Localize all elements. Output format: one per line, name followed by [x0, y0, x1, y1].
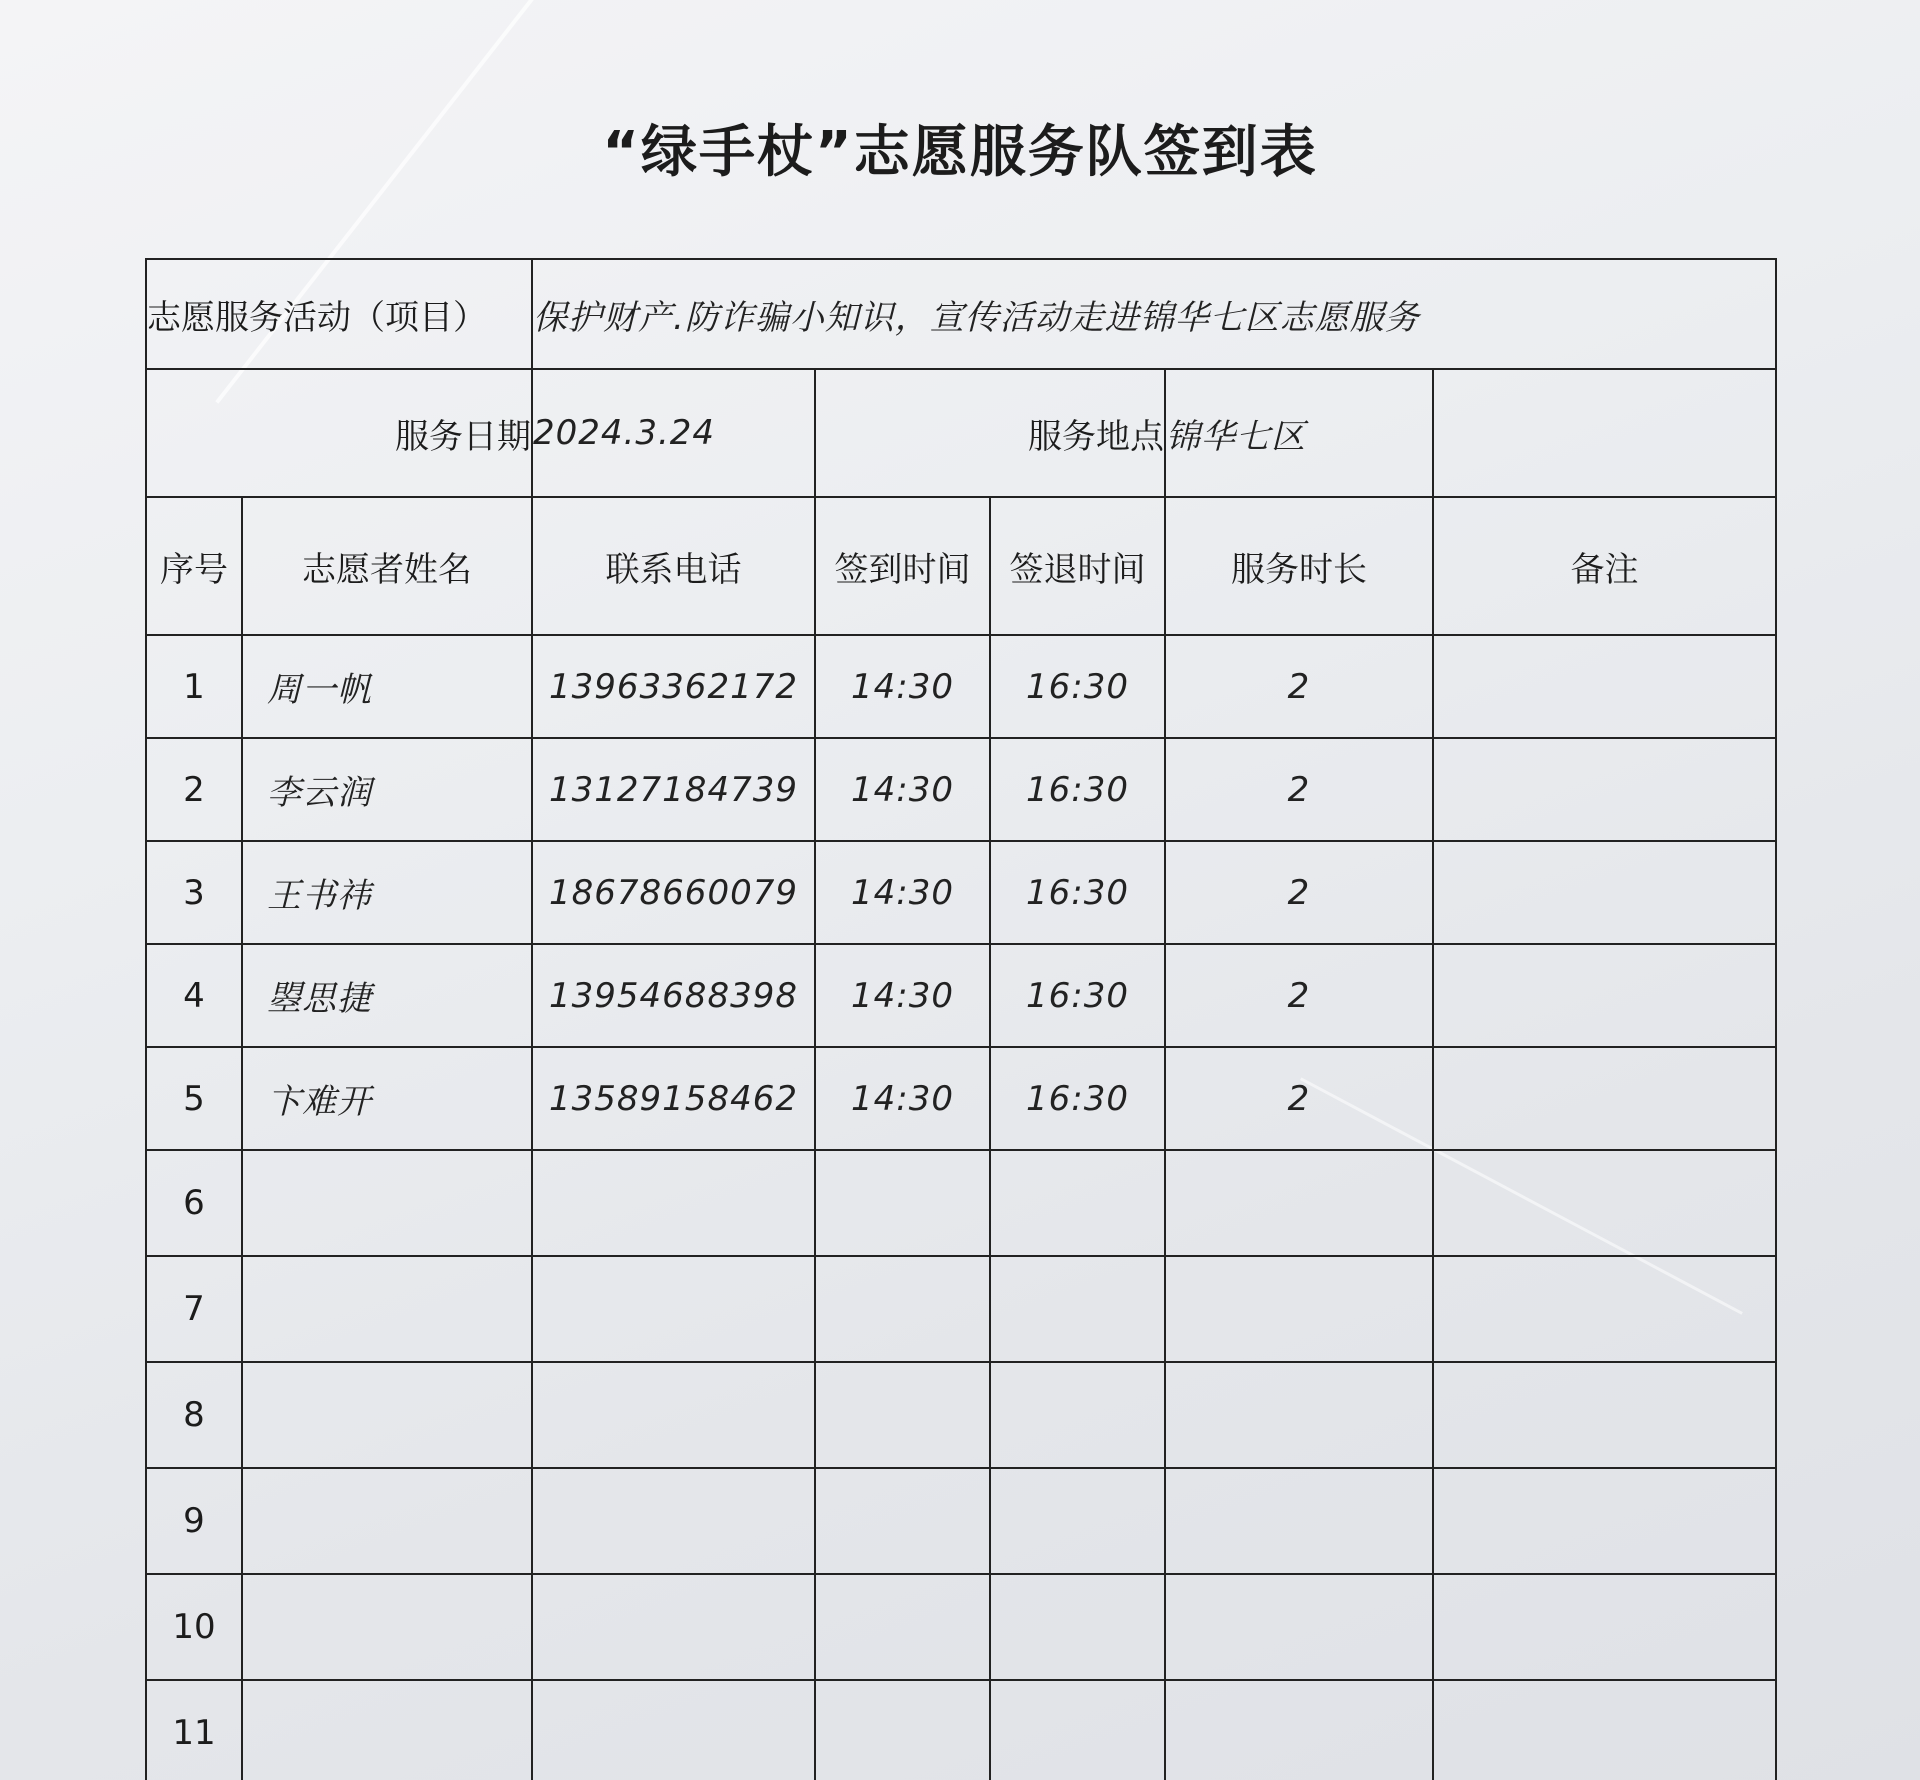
row-seq: 6	[146, 1150, 242, 1256]
note-cell	[1433, 1256, 1776, 1362]
service-hours: 2	[1165, 944, 1433, 1047]
service-hours	[1165, 1680, 1433, 1780]
phone-number: 18678660079	[532, 841, 815, 944]
volunteer-name: 王书祎	[242, 841, 532, 944]
volunteer-name	[242, 1468, 532, 1574]
table-row	[146, 1468, 1776, 1574]
header-phone: 联系电话	[532, 497, 815, 635]
volunteer-name	[242, 1574, 532, 1680]
service-hours	[1165, 1574, 1433, 1680]
header-seq: 序号	[146, 497, 242, 635]
row-seq: 7	[146, 1256, 242, 1362]
sign-out-time: 16:30	[990, 944, 1165, 1047]
note-cell	[1433, 1680, 1776, 1780]
sign-in-table	[145, 258, 1777, 1780]
table-row	[146, 738, 1776, 841]
volunteer-name: 李云润	[242, 738, 532, 841]
sign-out-time: 16:30	[990, 635, 1165, 738]
blank-cell	[1433, 369, 1776, 497]
volunteer-name	[242, 1256, 532, 1362]
phone-number: 13963362172	[532, 635, 815, 738]
sign-in-time	[815, 1680, 990, 1780]
note-cell	[1433, 944, 1776, 1047]
phone-number	[532, 1574, 815, 1680]
row-seq: 8	[146, 1362, 242, 1468]
sign-out-time	[990, 1680, 1165, 1780]
phone-number	[532, 1468, 815, 1574]
note-cell	[1433, 1574, 1776, 1680]
sign-in-time: 14:30	[815, 944, 990, 1047]
service-hours: 2	[1165, 738, 1433, 841]
phone-number	[532, 1680, 815, 1780]
sign-in-time	[815, 1362, 990, 1468]
table-row	[146, 1680, 1776, 1780]
row-seq: 11	[146, 1680, 242, 1780]
service-hours	[1165, 1256, 1433, 1362]
sign-out-time: 16:30	[990, 1047, 1165, 1150]
table-row	[146, 1574, 1776, 1680]
service-hours: 2	[1165, 841, 1433, 944]
volunteer-name: 卞难开	[242, 1047, 532, 1150]
row-seq: 2	[146, 738, 242, 841]
note-cell	[1433, 1047, 1776, 1150]
service-location-label: 服务地点	[815, 369, 1165, 497]
phone-number: 13589158462	[532, 1047, 815, 1150]
table-row	[146, 944, 1776, 1047]
volunteer-name	[242, 1150, 532, 1256]
service-date-value: 2024.3.24	[532, 369, 815, 497]
sign-in-time	[815, 1574, 990, 1680]
phone-number: 13954688398	[532, 944, 815, 1047]
table-row	[146, 1150, 1776, 1256]
volunteer-name	[242, 1680, 532, 1780]
sign-out-time	[990, 1362, 1165, 1468]
phone-number	[532, 1362, 815, 1468]
header-sign-out: 签退时间	[990, 497, 1165, 635]
sign-in-time	[815, 1150, 990, 1256]
note-cell	[1433, 635, 1776, 738]
phone-number: 13127184739	[532, 738, 815, 841]
row-seq: 9	[146, 1468, 242, 1574]
sign-in-time: 14:30	[815, 635, 990, 738]
note-cell	[1433, 841, 1776, 944]
header-hours: 服务时长	[1165, 497, 1433, 635]
volunteer-name: 曌思捷	[242, 944, 532, 1047]
header-sign-in: 签到时间	[815, 497, 990, 635]
service-location-value: 锦华七区	[1165, 369, 1433, 497]
service-hours	[1165, 1362, 1433, 1468]
sign-out-time	[990, 1574, 1165, 1680]
sign-out-time	[990, 1150, 1165, 1256]
volunteer-name: 周一帆	[242, 635, 532, 738]
note-cell	[1433, 1362, 1776, 1468]
sign-out-time	[990, 1256, 1165, 1362]
header-note: 备注	[1433, 497, 1776, 635]
table-row	[146, 635, 1776, 738]
row-seq: 3	[146, 841, 242, 944]
note-cell	[1433, 738, 1776, 841]
service-hours	[1165, 1468, 1433, 1574]
note-cell	[1433, 1468, 1776, 1574]
service-date-label: 服务日期	[146, 369, 532, 497]
sign-out-time	[990, 1468, 1165, 1574]
header-row	[146, 497, 1776, 635]
service-hours	[1165, 1150, 1433, 1256]
phone-number	[532, 1256, 815, 1362]
page-title: “绿手杖”志愿服务队签到表	[602, 120, 1318, 185]
sign-out-time: 16:30	[990, 738, 1165, 841]
sign-in-time: 14:30	[815, 841, 990, 944]
sign-in-time: 14:30	[815, 738, 990, 841]
sign-out-time: 16:30	[990, 841, 1165, 944]
service-hours: 2	[1165, 635, 1433, 738]
row-seq: 4	[146, 944, 242, 1047]
sign-in-time: 14:30	[815, 1047, 990, 1150]
table-row	[146, 1047, 1776, 1150]
header-name: 志愿者姓名	[242, 497, 532, 635]
phone-number	[532, 1150, 815, 1256]
volunteer-name	[242, 1362, 532, 1468]
row-seq: 10	[146, 1574, 242, 1680]
activity-row	[146, 259, 1776, 369]
row-seq: 1	[146, 635, 242, 738]
activity-label: 志愿服务活动（项目）	[146, 259, 532, 369]
table-row	[146, 1256, 1776, 1362]
service-hours: 2	[1165, 1047, 1433, 1150]
table-row	[146, 1362, 1776, 1468]
sign-in-time	[815, 1256, 990, 1362]
sign-in-time	[815, 1468, 990, 1574]
activity-value: 保护财产.防诈骗小知识，宣传活动走进锦华七区志愿服务	[532, 259, 1776, 369]
row-seq: 5	[146, 1047, 242, 1150]
table-row	[146, 841, 1776, 944]
service-info-row	[146, 369, 1776, 497]
note-cell	[1433, 1150, 1776, 1256]
